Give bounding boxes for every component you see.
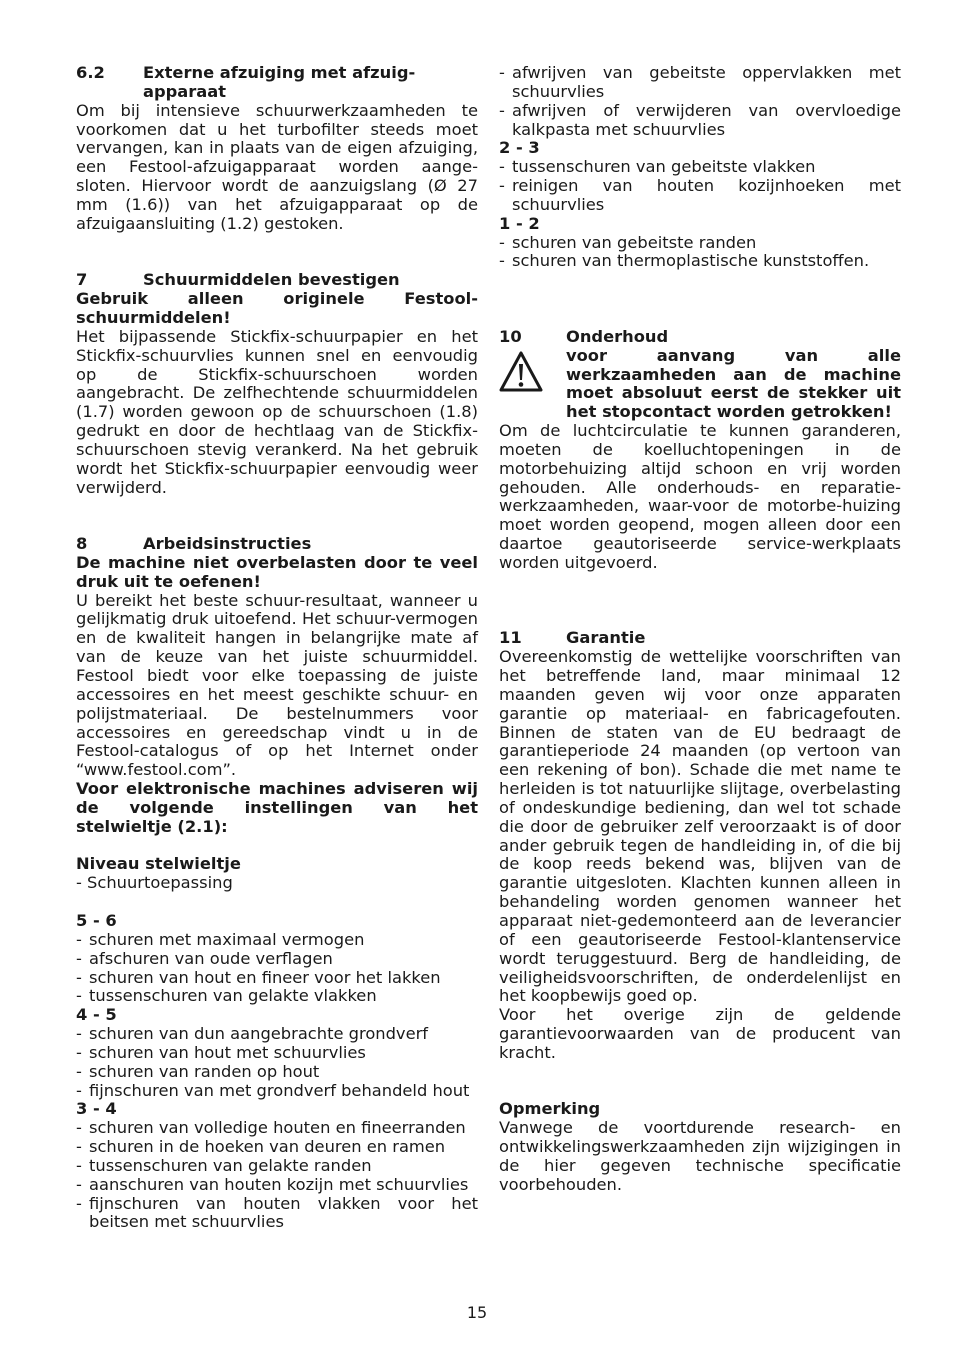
section-number: 11 (499, 628, 522, 648)
left-column (76, 64, 478, 1232)
list-item: - schuren van hout en fineer voor het lakken (76, 967, 441, 987)
list-item: - schuren van hout met schuurvlies (76, 1042, 366, 1062)
section-heading-7 (76, 271, 478, 290)
list-item: - fijnschuren van met grondverf behandeld hout (76, 1080, 470, 1100)
list-item: - tussenschuren van gelakte randen (76, 1155, 372, 1175)
paragraph: Om bij intensieve schuurwerkzaamheden te voorkomen dat u het turbofilter steeds moet vervangen, kan in plaats van de eigen afzuiging, een Festool-afzuigapparaat worden aange-sloten. Hiervoor wordt de aanzuigslang (Ø 27 mm (1.6)) van het afzuigapparaat op de afzuigaansluiting (1.2) gestoken. (76, 100, 478, 233)
bold-notice: Voor elektronische machines adviseren wij de volgende instellingen van het stelwieltje (2.1): (76, 779, 478, 836)
section-title: Arbeidsinstructies (143, 534, 312, 554)
section-heading-8 (76, 535, 478, 554)
list-item: - schuren van thermoplastische kunststoffen. (499, 251, 870, 271)
list-item: - afschuren van oude verflagen (76, 948, 333, 968)
section-heading-6-2 (76, 64, 478, 102)
section-number: 7 (76, 270, 88, 290)
list-item: - schuren van volledige houten en fineerranden (76, 1118, 466, 1138)
list-item: - aanschuren van houten kozijn met schuurvlies (76, 1174, 469, 1194)
list-item: - schuren van dun aangebrachte grondverf (76, 1024, 429, 1044)
list-item: - schuren van gebeitste randen (499, 232, 757, 252)
list-item: - afwrijven van gebeitste oppervlakken met schuurvlies (499, 63, 901, 101)
warning-text: voor aanvang van alle werkzaamheden aan de machine moet absoluut eerst de stekker uit het stopcontact worden getrokken! (566, 345, 901, 422)
section-heading-10 (499, 328, 901, 347)
section-number: 6.2 (76, 63, 105, 82)
list-item: - fijnschuren van houten vlakken voor het beitsen met schuurvlies (76, 1193, 478, 1232)
warning-block (499, 347, 901, 422)
list-item: - tussenschuren van gelakte vlakken (76, 986, 377, 1006)
paragraph: Het bijpassende Stickfix-schuurpapier en het Stickfix-schuurvlies kunnen snel en eenvoudig op de Stickfix-schuurschoen worden aangebracht. De zelfhechtende schuurmiddelen (1.7) worden gewoon op de schuurschoen (1.8) gedrukt en door de hechtlaag van de Stickfix-schuurschoen stevig verankerd. Na het gebruik wordt het Stickfix-schuurpapier eenvoudig weer verwijderd. (76, 326, 478, 497)
list-item: - reinigen van houten kozijnhoeken met schuurvlies (499, 176, 901, 214)
note-title: Opmerking (499, 1099, 601, 1119)
level-range: 4 - 5 (76, 1005, 117, 1025)
bold-notice: Gebruik alleen originele Festool-schuurmiddelen! (76, 289, 478, 327)
section-heading-11 (499, 629, 901, 648)
level-range: 3 - 4 (76, 1099, 117, 1119)
section-title: Externe afzuiging met afzuig-apparaat (143, 63, 416, 101)
level-range: 1 - 2 (499, 213, 540, 233)
list-item: - afwrijven of verwijderen van overvloedige kalkpasta met schuurvlies (499, 100, 901, 139)
page-number: 15 (466, 1303, 488, 1322)
list-item: - tussenschuren van gebeitste vlakken (499, 157, 816, 177)
paragraph: Om de luchtcirculatie te kunnen garanderen, moeten de koelluchtopeningen in de motorbehuizing altijd schoon en vrij worden gehouden. Alle onderhouds- en reparatie-werkzaamheden, waar-voor de motorbe-huizing moet worden geopend, mogen alleen door een daartoe geautoriseerde service-werkplaats worden uitgevoerd. (499, 421, 901, 572)
section-number: 8 (76, 534, 88, 554)
section-title: Schuurmiddelen bevestigen (143, 270, 400, 290)
list-item: - schuren van randen op hout (76, 1061, 320, 1081)
paragraph: Vanwege de voortdurende research- en ontwikkelingswerkzaamheden zijn wijzigingen in de hier gegeven technische specificatie voorbehouden. (499, 1118, 901, 1194)
paragraph: Overeenkomstig de wettelijke voorschriften van het betreffende land, maar minimaal 12 maanden geven wij voor onze apparaten garantie op materiaal- en fabricagefouten. Binnen de staten van de EU bedraagt de garantieperiode 24 maanden (op vertoon van een rekening of bon). Schade die met name te herleiden is tot natuurlijke slijtage, overbelasting of ondeskundige bediening, dan wel tot schade die door de gebruiker zelf veroorzaakt is of door ander gebruik tegen de handleiding in, of die bij de koop reeds bekend was, blijven van de garantie uitgesloten. Klachten kunnen alleen in behandeling worden genomen wanneer het apparaat niet-gedemonteerd aan de leverancier of een geautoriseerde Festool-klantenservice wordt teruggestuurd. Berg de handleiding, de veiligheidsvoorschriften, de onderdelenlijst en het koopbewijs goed op. (499, 647, 901, 1006)
paragraph: Voor het overige zijn de geldende garantievoorwaarden van de producent van kracht. (499, 1005, 901, 1062)
list-item: - schuren in de hoeken van deuren en ramen (76, 1137, 446, 1157)
right-column (499, 64, 901, 1195)
paragraph: U bereikt het beste schuur-resultaat, wanneer u gelijkmatig druk uitoefend. Het schuur-vermogen en de kwaliteit hangen in belangrijke mate af van de keuze van het juiste schuurmiddel. Festool biedt voor elke toepassing de juiste accessoires en het meest geschikte schuur- en polijstmateriaal. De bestelnummers voor accessoires en gereedschap vindt u in de Festool-catalogus of op het Internet onder “www.festool.com”. (76, 590, 478, 780)
list-item: - schuren met maximaal vermogen (76, 929, 365, 949)
section-number: 10 (499, 326, 522, 346)
level-range: 5 - 6 (76, 910, 117, 930)
section-title: Onderhoud (566, 326, 669, 346)
bold-notice: De machine niet overbelasten door te veel druk uit te oefenen! (76, 552, 478, 591)
level-range: 2 - 3 (499, 138, 540, 158)
list-caption: - Schuurtoepassing (76, 873, 233, 893)
subheading-level: Niveau stelwieltje (76, 854, 241, 874)
warning-triangle-icon (499, 347, 566, 422)
section-title: Garantie (566, 628, 646, 648)
